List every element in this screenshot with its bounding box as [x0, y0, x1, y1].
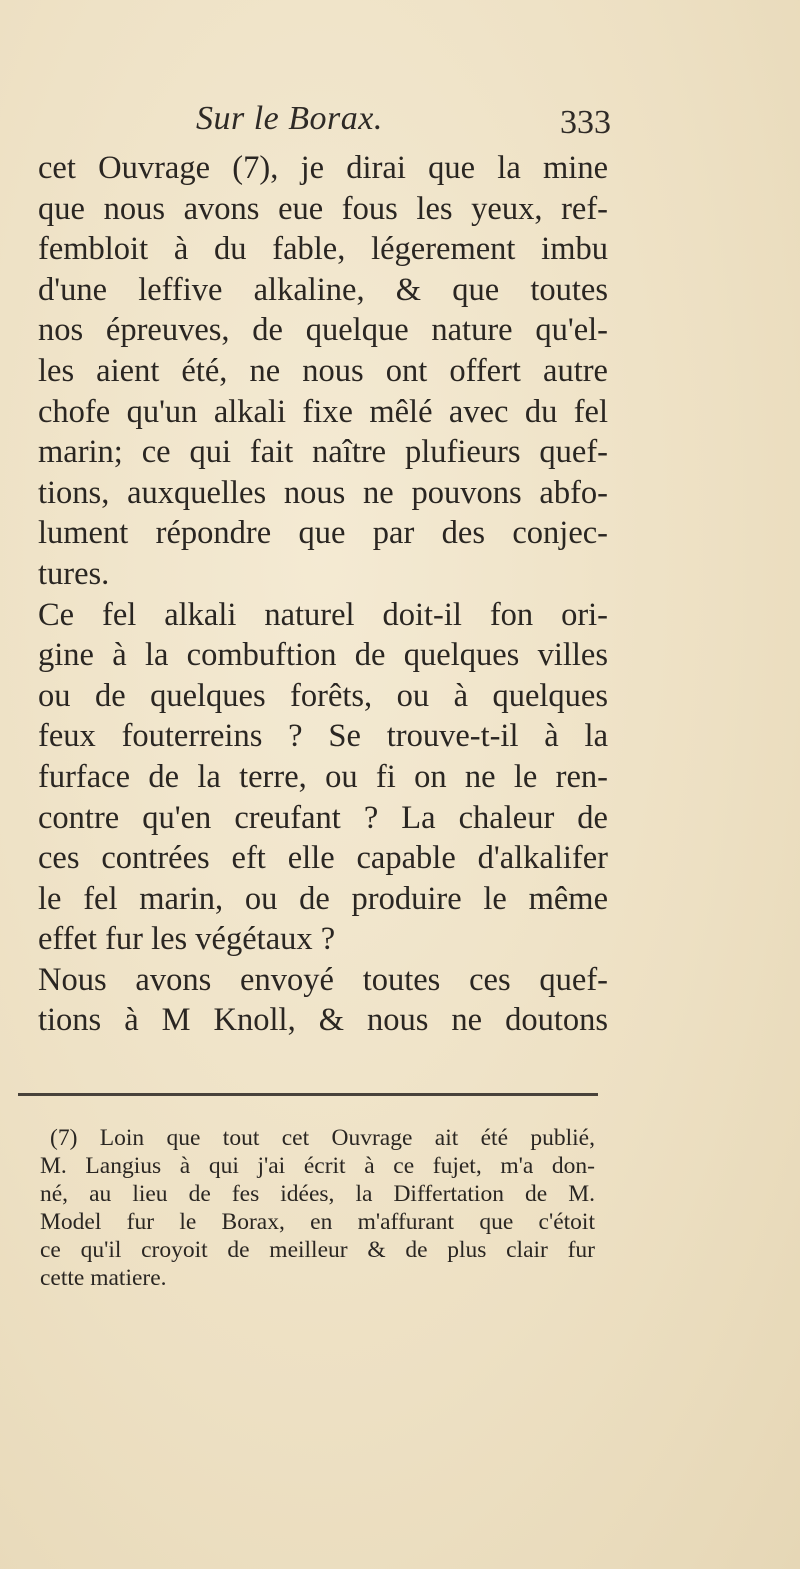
footnote-line: ce qu'il croyoit de meilleur & de plus clair fur: [40, 1237, 595, 1263]
text-line: gine à la combuftion de quelques villes: [38, 637, 608, 674]
footnote-line: (7) Loin que tout cet Ouvrage ait été publié,: [50, 1125, 595, 1151]
text-line: contre qu'en creufant ? La chaleur de: [38, 799, 608, 836]
text-line: chofe qu'un alkali fixe mêlé avec du fel: [38, 393, 608, 430]
text-line: tures.: [38, 555, 110, 592]
text-line: ou de quelques forêts, ou à quelques: [38, 677, 608, 714]
text-line: furface de la terre, ou fi on ne le ren-: [38, 758, 608, 795]
text-line: Ce fel alkali naturel doit-il fon ori-: [38, 596, 608, 633]
running-title: Sur le Borax.: [196, 100, 383, 137]
text-line: tions, auxquelles nous ne pouvons abfo-: [38, 474, 608, 511]
text-line: les aient été, ne nous ont offert autre: [38, 352, 608, 389]
text-line: ces contrées eft elle capable d'alkalifer: [38, 840, 608, 877]
footnote-rule: [18, 1093, 598, 1096]
text-line: fembloit à du fable, légerement imbu: [38, 231, 608, 268]
text-line: effet fur les végétaux ?: [38, 921, 336, 958]
text-line: cet Ouvrage (7), je dirai que la mine: [38, 150, 608, 186]
footnote: [40, 1124, 595, 1292]
footnote-line: M. Langius à qui j'ai écrit à ce fujet, m'a don-: [40, 1153, 595, 1179]
footnote-line: Model fur le Borax, en m'affurant que c'étoit: [40, 1209, 595, 1235]
text-line: que nous avons eue fous les yeux, ref-: [38, 190, 608, 227]
text-line: Nous avons envoyé toutes ces quef-: [38, 961, 608, 998]
main-text: [38, 148, 608, 1041]
text-line: lument répondre que par des conjec-: [38, 515, 608, 552]
text-line: d'une leffive alkaline, & que toutes: [38, 271, 608, 308]
running-head: [0, 100, 800, 150]
text-line: le fel marin, ou de produire le même: [38, 880, 608, 917]
footnote-line: cette matiere.: [40, 1265, 167, 1291]
text-line: tions à M Knoll, & nous ne doutons: [38, 1002, 608, 1039]
footnote-line: né, au lieu de fes idées, la Differtation de M.: [40, 1181, 595, 1207]
text-line: feux fouterreins ? Se trouve-t-il à la: [38, 718, 608, 755]
text-line: nos épreuves, de quelque nature qu'el-: [38, 312, 608, 349]
text-line: marin; ce qui fait naître plufieurs quef-: [38, 434, 608, 471]
page-number: 333: [560, 104, 611, 141]
